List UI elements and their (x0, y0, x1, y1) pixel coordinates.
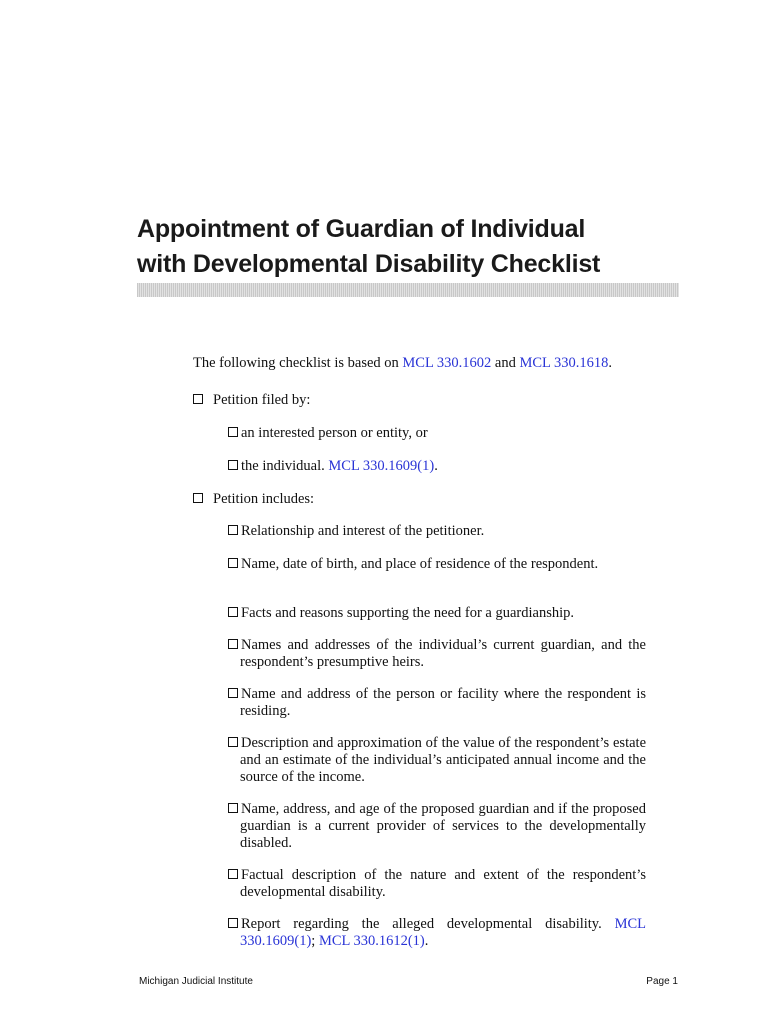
item-text: an interested person or entity, or (241, 425, 428, 441)
item-text: Facts and reasons supporting the need for a guardianship. (241, 605, 575, 621)
checkbox-icon[interactable] (193, 394, 203, 404)
item-text: Name, address, and age of the proposed guardian and if the proposed guardian is a current provider of services to the developmentally disabled. (240, 801, 646, 851)
item-text: Description and approximation of the value of the respondent’s estate and an estimate of the individual’s anticipated annual income and the source of the income. (240, 735, 646, 785)
item-text: Name, date of birth, and place of residence of the respondent. (241, 556, 599, 572)
item-period: . (424, 933, 429, 949)
list-item (228, 425, 646, 442)
list-item (228, 801, 646, 852)
checkbox-icon[interactable] (228, 639, 238, 649)
checkbox-icon[interactable] (228, 607, 238, 617)
link-mcl-330-1618[interactable]: MCL 330.1618 (519, 355, 609, 371)
list-item (228, 605, 646, 622)
footer-page-number: Page 1 (646, 976, 678, 987)
section-label: Petition includes: (213, 491, 315, 507)
link-mcl-330-1612-1[interactable]: MCL 330.1612(1) (318, 933, 425, 949)
item-text: Names and addresses of the individual’s current guardian, and the respondent’s presumptive heirs. (240, 637, 646, 670)
checkbox-icon[interactable] (228, 558, 238, 568)
checkbox-icon[interactable] (193, 493, 203, 503)
list-item (228, 916, 646, 950)
link-mcl-330-1602[interactable]: MCL 330.1602 (402, 355, 492, 371)
list-item (228, 686, 646, 720)
title-line-1: Appointment of Guardian of Individual (137, 215, 586, 243)
link-mcl-330-1609-1[interactable]: MCL 330.1609(1) (240, 916, 646, 949)
title-line-2: with Developmental Disability Checklist (137, 250, 601, 278)
list-item (228, 458, 646, 475)
intro-period: . (608, 355, 612, 371)
intro-paragraph (193, 353, 673, 373)
checkbox-icon[interactable] (228, 869, 238, 879)
checkbox-icon[interactable] (228, 688, 238, 698)
intro-text-and: and (491, 355, 520, 371)
item-separator: ; (311, 933, 319, 949)
checkbox-icon[interactable] (228, 737, 238, 747)
list-item (228, 523, 646, 540)
section-petition-includes (193, 489, 314, 509)
list-item (228, 637, 646, 671)
link-mcl-330-1609-1[interactable]: MCL 330.1609(1) (328, 458, 435, 474)
item-text: the individual. (241, 458, 329, 474)
item-text: Factual description of the nature and extent of the respondent’s developmental disability. (240, 867, 646, 900)
checkbox-icon[interactable] (228, 525, 238, 535)
item-text: Name and address of the person or facility where the respondent is residing. (240, 686, 646, 719)
checkbox-icon[interactable] (228, 803, 238, 813)
item-text: Relationship and interest of the petitioner. (241, 523, 485, 539)
list-item (228, 556, 646, 573)
item-period: . (434, 458, 438, 474)
section-petition-filed-by (193, 390, 310, 410)
document-title (137, 212, 697, 282)
footer-publisher: Michigan Judicial Institute (139, 976, 253, 987)
section-label: Petition filed by: (213, 392, 311, 408)
title-underline-bar (137, 283, 679, 297)
list-item (228, 867, 646, 901)
item-text: Report regarding the alleged developmental disability. (241, 916, 615, 932)
checkbox-icon[interactable] (228, 918, 238, 928)
checkbox-icon[interactable] (228, 427, 238, 437)
intro-text: The following checklist is based on (193, 355, 403, 371)
list-item (228, 735, 646, 786)
checkbox-icon[interactable] (228, 460, 238, 470)
